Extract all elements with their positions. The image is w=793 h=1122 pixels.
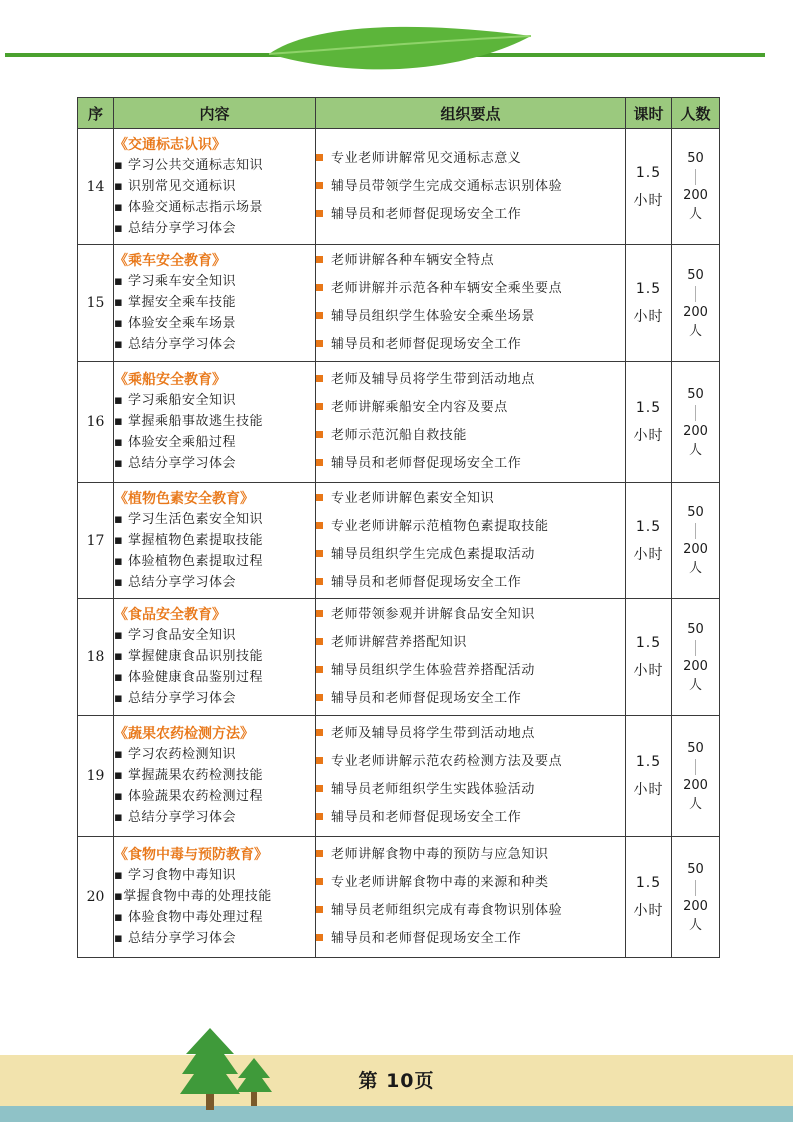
row-seq: 17 — [78, 483, 114, 599]
leaf-decoration-icon — [265, 22, 535, 78]
orange-square-bullet-icon — [316, 182, 323, 189]
row-seq: 19 — [78, 716, 114, 837]
row-points — [316, 837, 626, 958]
activity-title: 《乘船安全教育》 — [114, 372, 226, 388]
content-item: ▪ 学习食品安全知识 — [114, 628, 236, 643]
people-unit: 人 — [688, 323, 702, 339]
orange-square-bullet-icon — [316, 340, 323, 347]
range-divider — [695, 640, 696, 656]
point-text: 辅导员和老师督促现场安全工作 — [331, 337, 522, 352]
organization-point — [316, 247, 625, 275]
row-hours — [626, 129, 672, 245]
people-unit: 人 — [688, 442, 702, 458]
header-content: 内容 — [114, 98, 316, 129]
hours-value: 1.5 — [635, 281, 662, 297]
row-people — [672, 362, 720, 483]
hours-value: 1.5 — [635, 754, 662, 770]
row-points — [316, 129, 626, 245]
organization-point — [316, 173, 625, 201]
hours-unit: 小时 — [633, 903, 664, 919]
range-divider — [695, 523, 696, 539]
content-item: ▪ 掌握健康食品识别技能 — [114, 649, 263, 664]
row-content — [114, 483, 316, 599]
orange-square-bullet-icon — [316, 210, 323, 217]
orange-square-bullet-icon — [316, 403, 323, 410]
content-item: ▪ 体验安全乘车场景 — [114, 316, 236, 331]
organization-point — [316, 569, 625, 597]
content-item: ▪ 掌握植物色素提取技能 — [114, 532, 263, 548]
people-min: 50 — [687, 505, 704, 520]
row-content — [114, 716, 316, 837]
point-text: 老师讲解各种车辆安全特点 — [331, 253, 495, 268]
point-text: 辅导员和老师督促现场安全工作 — [331, 206, 522, 222]
people-max: 200 — [683, 304, 708, 320]
content-item: ▪ 学习公共交通标志知识 — [114, 157, 263, 173]
orange-square-bullet-icon — [316, 610, 323, 617]
row-content — [114, 599, 316, 716]
activity-schedule-table — [77, 97, 720, 958]
organization-point — [316, 601, 625, 629]
orange-square-bullet-icon — [316, 638, 323, 645]
hours-unit: 小时 — [633, 428, 664, 444]
people-max: 200 — [683, 777, 708, 793]
point-text: 辅导员和老师督促现场安全工作 — [331, 691, 522, 706]
header-seq: 序 — [78, 98, 114, 129]
point-text: 辅导员组织学生完成色素提取活动 — [331, 546, 536, 562]
row-hours — [626, 362, 672, 483]
point-text: 老师讲解并示范各种车辆安全乘坐要点 — [331, 281, 563, 296]
orange-square-bullet-icon — [316, 431, 323, 438]
people-max: 200 — [683, 423, 708, 439]
organization-point — [316, 720, 625, 748]
point-text: 辅导员和老师督促现场安全工作 — [331, 456, 522, 471]
orange-square-bullet-icon — [316, 934, 323, 941]
organization-point — [316, 485, 625, 513]
row-hours — [626, 599, 672, 716]
organization-point — [316, 394, 625, 422]
row-people — [672, 245, 720, 362]
orange-square-bullet-icon — [316, 906, 323, 913]
point-text: 专业老师讲解示范农药检测方法及要点 — [331, 754, 563, 769]
table-header-row — [78, 98, 720, 129]
organization-point — [316, 685, 625, 713]
hours-unit: 小时 — [633, 192, 664, 209]
hours-value: 1.5 — [635, 164, 662, 181]
row-seq: 15 — [78, 245, 114, 362]
header-people: 人数 — [672, 98, 720, 129]
row-points — [316, 599, 626, 716]
organization-point — [316, 145, 625, 173]
point-text: 老师及辅导员将学生带到活动地点 — [331, 726, 536, 741]
content-item: ▪ 学习生活色素安全知识 — [114, 511, 263, 527]
content-item: ▪ 体验交通标志指示场景 — [114, 199, 263, 215]
organization-point — [316, 776, 625, 804]
orange-square-bullet-icon — [316, 694, 323, 701]
organization-point — [316, 841, 625, 869]
content-item: ▪ 体验食物中毒处理过程 — [114, 910, 263, 925]
organization-point — [316, 925, 625, 953]
row-content — [114, 245, 316, 362]
people-unit: 人 — [688, 917, 702, 933]
orange-square-bullet-icon — [316, 578, 323, 585]
row-people — [672, 599, 720, 716]
people-max: 200 — [683, 188, 708, 203]
content-item: ▪ 总结分享学习体会 — [114, 931, 236, 946]
table-row — [78, 362, 720, 483]
orange-square-bullet-icon — [316, 813, 323, 820]
people-min: 50 — [687, 740, 704, 756]
row-people — [672, 716, 720, 837]
row-content — [114, 362, 316, 483]
content-item: ▪ 总结分享学习体会 — [114, 456, 236, 471]
content-item: ▪ 学习乘船安全知识 — [114, 393, 236, 408]
activity-title: 《植物色素安全教育》 — [114, 490, 254, 507]
orange-square-bullet-icon — [316, 550, 323, 557]
range-divider — [695, 880, 696, 896]
range-divider — [695, 405, 696, 421]
orange-square-bullet-icon — [316, 154, 323, 161]
content-item: ▪ 体验健康食品鉴别过程 — [114, 670, 263, 685]
point-text: 辅导员带领学生完成交通标志识别体验 — [331, 178, 563, 194]
row-points — [316, 483, 626, 599]
organization-point — [316, 422, 625, 450]
hours-value: 1.5 — [635, 635, 662, 651]
content-item: ▪ 掌握乘船事故逃生技能 — [114, 414, 263, 429]
organization-point — [316, 541, 625, 569]
people-min: 50 — [687, 861, 704, 877]
hours-value: 1.5 — [635, 875, 662, 891]
table-row — [78, 837, 720, 958]
row-hours — [626, 483, 672, 599]
point-text: 老师及辅导员将学生带到活动地点 — [331, 372, 536, 387]
point-text: 老师讲解食物中毒的预防与应急知识 — [331, 847, 549, 862]
orange-square-bullet-icon — [316, 729, 323, 736]
people-min: 50 — [687, 151, 704, 166]
row-points — [316, 245, 626, 362]
row-content — [114, 129, 316, 245]
range-divider — [695, 286, 696, 302]
people-unit: 人 — [688, 561, 702, 576]
point-text: 辅导员和老师督促现场安全工作 — [331, 574, 522, 590]
table-row — [78, 483, 720, 599]
organization-point — [316, 366, 625, 394]
content-item: ▪ 体验安全乘船过程 — [114, 435, 236, 450]
people-max: 200 — [683, 898, 708, 914]
content-item: ▪ 学习农药检测知识 — [114, 747, 236, 762]
point-text: 辅导员组织学生体验营养搭配活动 — [331, 663, 536, 678]
people-max: 200 — [683, 542, 708, 557]
point-text: 老师示范沉船自救技能 — [331, 428, 468, 443]
row-people — [672, 483, 720, 599]
page-number: 第 10页 — [358, 1070, 435, 1092]
people-min: 50 — [687, 621, 704, 637]
orange-square-bullet-icon — [316, 522, 323, 529]
people-unit: 人 — [688, 796, 702, 812]
content-item: ▪ 掌握安全乘车技能 — [114, 295, 236, 310]
content-item: ▪ 体验植物色素提取过程 — [114, 553, 263, 569]
organization-point — [316, 804, 625, 832]
hours-unit: 小时 — [633, 782, 664, 798]
content-item: ▪ 体验蔬果农药检测过程 — [114, 789, 263, 804]
people-unit: 人 — [688, 207, 702, 222]
range-divider — [695, 169, 696, 185]
point-text: 老师带领参观并讲解食品安全知识 — [331, 607, 536, 622]
row-points — [316, 716, 626, 837]
content-item: ▪ 总结分享学习体会 — [114, 691, 236, 706]
content-item: ▪ 总结分享学习体会 — [114, 337, 236, 352]
table-row — [78, 716, 720, 837]
point-text: 辅导员老师组织学生实践体验活动 — [331, 782, 536, 797]
row-hours — [626, 245, 672, 362]
hours-unit: 小时 — [633, 663, 664, 679]
organization-point — [316, 629, 625, 657]
row-seq: 14 — [78, 129, 114, 245]
organization-point — [316, 869, 625, 897]
content-item: ▪ 总结分享学习体会 — [114, 574, 236, 590]
row-seq: 18 — [78, 599, 114, 716]
point-text: 专业老师讲解示范植物色素提取技能 — [331, 518, 549, 534]
orange-square-bullet-icon — [316, 850, 323, 857]
point-text: 老师讲解乘船安全内容及要点 — [331, 400, 508, 415]
hours-unit: 小时 — [633, 546, 664, 563]
header-points: 组织要点 — [316, 98, 626, 129]
hours-value: 1.5 — [635, 518, 662, 535]
orange-square-bullet-icon — [316, 785, 323, 792]
hours-value: 1.5 — [635, 400, 662, 416]
header-hours: 课时 — [626, 98, 672, 129]
organization-point — [316, 513, 625, 541]
organization-point — [316, 303, 625, 331]
point-text: 专业老师讲解常见交通标志意义 — [331, 150, 522, 166]
row-seq: 16 — [78, 362, 114, 483]
organization-point — [316, 748, 625, 776]
content-item: ▪ 学习乘车安全知识 — [114, 274, 236, 289]
row-people — [672, 129, 720, 245]
people-unit: 人 — [688, 677, 702, 693]
organization-point — [316, 201, 625, 229]
people-max: 200 — [683, 658, 708, 674]
organization-point — [316, 450, 625, 478]
point-text: 辅导员组织学生体验安全乘坐场景 — [331, 309, 536, 324]
point-text: 专业老师讲解色素安全知识 — [331, 490, 495, 506]
row-content — [114, 837, 316, 958]
row-points — [316, 362, 626, 483]
point-text: 辅导员和老师督促现场安全工作 — [331, 810, 522, 825]
row-hours — [626, 837, 672, 958]
orange-square-bullet-icon — [316, 284, 323, 291]
table-row — [78, 245, 720, 362]
activity-title: 《乘车安全教育》 — [114, 253, 226, 269]
content-item: ▪ 识别常见交通标识 — [114, 178, 236, 194]
orange-square-bullet-icon — [316, 256, 323, 263]
content-item: ▪ 学习食物中毒知识 — [114, 868, 236, 883]
row-people — [672, 837, 720, 958]
organization-point — [316, 275, 625, 303]
point-text: 辅导员和老师督促现场安全工作 — [331, 931, 522, 946]
content-item: ▪ 总结分享学习体会 — [114, 810, 236, 825]
row-seq: 20 — [78, 837, 114, 958]
point-text: 专业老师讲解食物中毒的来源和种类 — [331, 875, 549, 890]
orange-square-bullet-icon — [316, 494, 323, 501]
activity-title: 《蔬果农药检测方法》 — [114, 726, 254, 742]
activity-title: 《交通标志认识》 — [114, 136, 226, 153]
activity-title: 《食品安全教育》 — [114, 607, 226, 623]
footer-water-strip — [0, 1106, 793, 1122]
organization-point — [316, 897, 625, 925]
content-item: ▪ 掌握蔬果农药检测技能 — [114, 768, 263, 783]
orange-square-bullet-icon — [316, 375, 323, 382]
point-text: 老师讲解营养搭配知识 — [331, 635, 468, 650]
row-hours — [626, 716, 672, 837]
table-row — [78, 599, 720, 716]
activity-title: 《食物中毒与预防教育》 — [114, 847, 268, 863]
orange-square-bullet-icon — [316, 757, 323, 764]
content-item: ▪ 总结分享学习体会 — [114, 220, 236, 236]
point-text: 辅导员老师组织完成有毒食物识别体验 — [331, 903, 563, 918]
table-row — [78, 129, 720, 245]
people-min: 50 — [687, 386, 704, 402]
hours-unit: 小时 — [633, 309, 664, 325]
organization-point — [316, 657, 625, 685]
orange-square-bullet-icon — [316, 312, 323, 319]
organization-point — [316, 331, 625, 359]
orange-square-bullet-icon — [316, 878, 323, 885]
orange-square-bullet-icon — [316, 666, 323, 673]
people-min: 50 — [687, 267, 704, 283]
content-item: ▪掌握食物中毒的处理技能 — [114, 889, 272, 904]
orange-square-bullet-icon — [316, 459, 323, 466]
range-divider — [695, 759, 696, 775]
